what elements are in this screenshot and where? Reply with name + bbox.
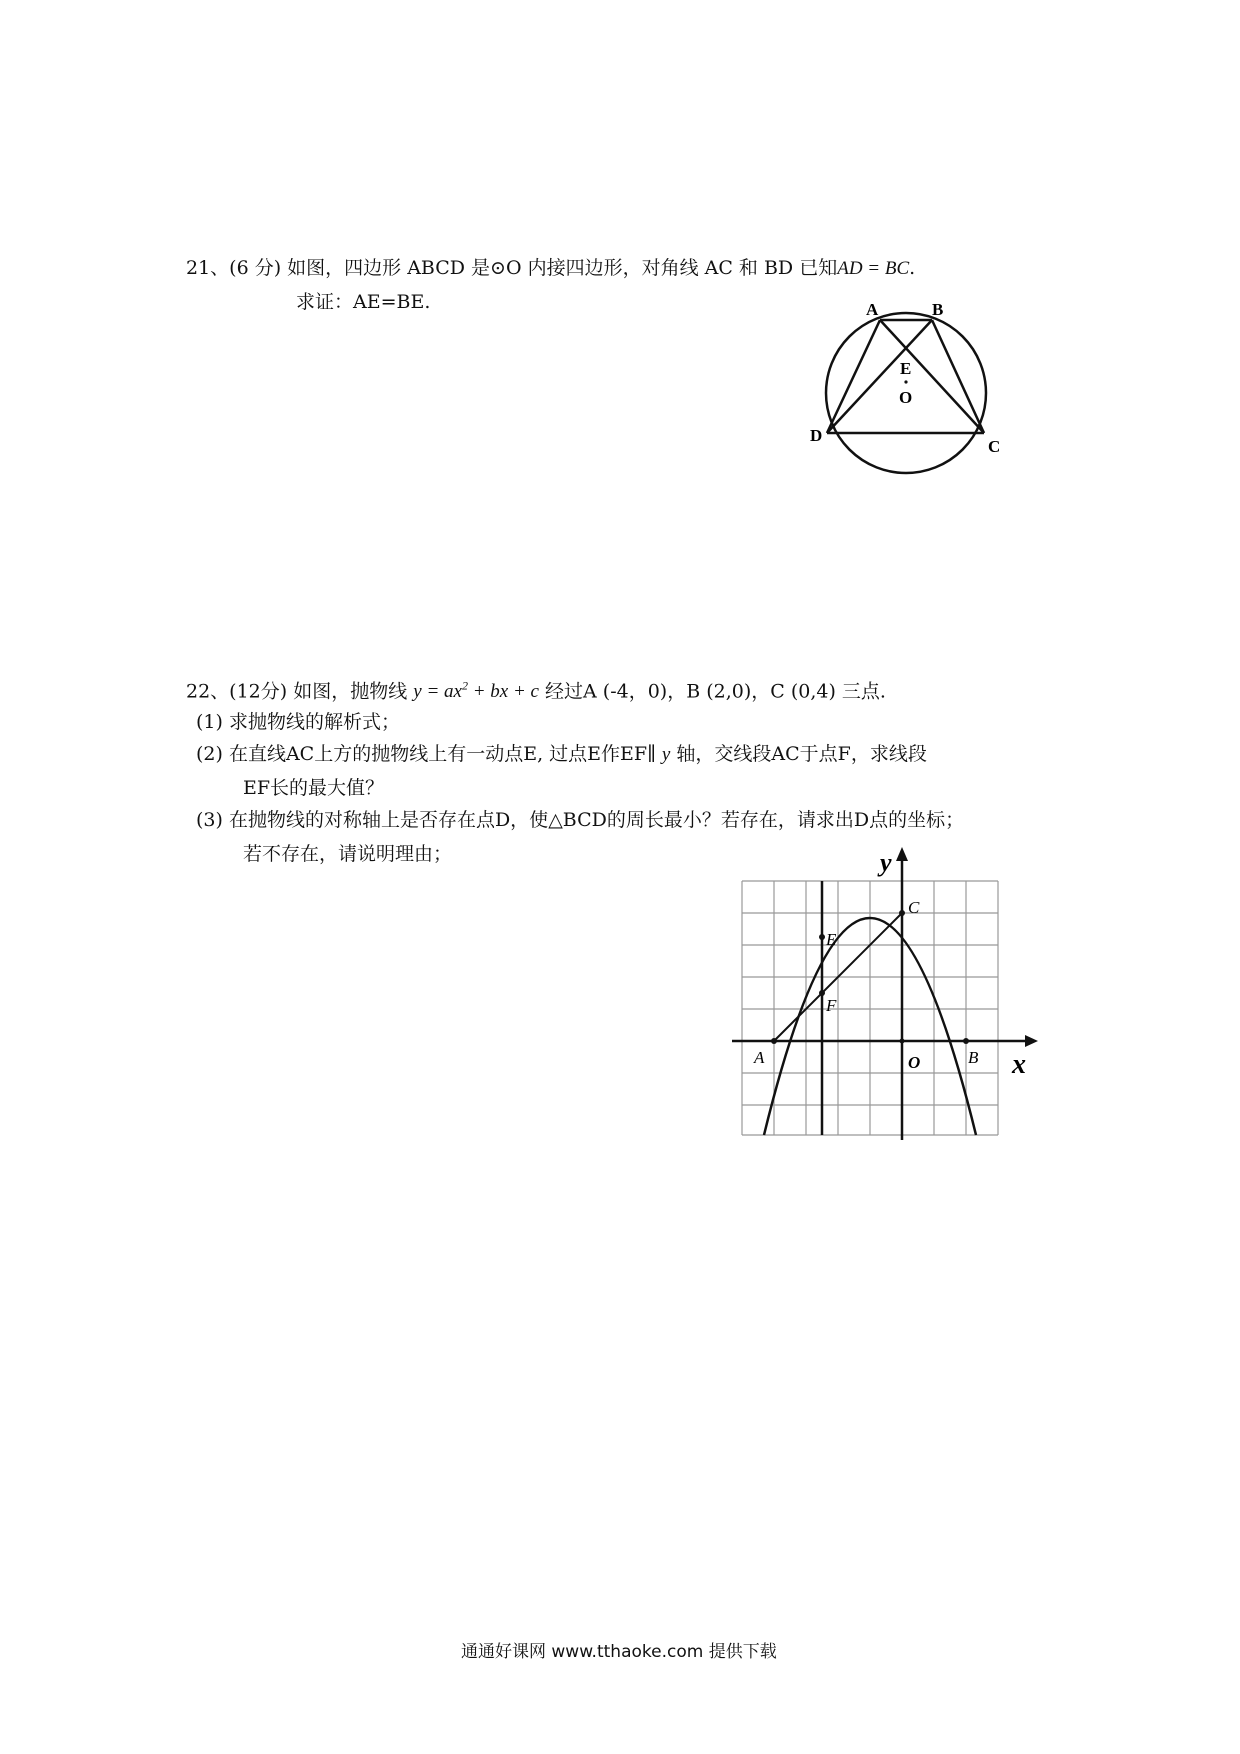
label-c: C	[988, 437, 1000, 456]
point-f	[819, 990, 825, 996]
label-b: B	[932, 300, 944, 319]
q22-part2-text: (2) 在直线AC上方的抛物线上有一动点E, 过点E作EF∥	[196, 743, 656, 765]
center-dot	[904, 380, 907, 383]
q21-line1	[186, 256, 915, 281]
label-o: O	[899, 388, 913, 407]
q22-intro	[186, 674, 886, 704]
point-b	[963, 1038, 969, 1044]
label-o: O	[908, 1053, 921, 1072]
segment-ad	[827, 320, 880, 433]
label-e: E	[826, 930, 837, 949]
point-a	[771, 1038, 777, 1044]
eq-y: y = ax	[413, 681, 462, 703]
label-f: F	[826, 996, 837, 1015]
q22-parabola-figure	[720, 845, 1050, 1145]
eq-sup: 2	[461, 679, 468, 693]
q21-circle-figure	[800, 290, 1000, 490]
q22-intro-text: 22、(12分) 如图，抛物线	[186, 680, 408, 703]
label-x: x	[1012, 1049, 1026, 1080]
q21-statement: 21、(6 分) 如图，四边形 ABCD 是⊙O 内接四边形，对角线 AC 和 BD 已知	[186, 257, 838, 279]
y-axis-arrow	[896, 847, 908, 861]
q21-arc-equation: AD = BC	[837, 258, 910, 279]
label-c: C	[908, 898, 920, 917]
q21-period: .	[909, 257, 916, 279]
label-d: D	[810, 426, 823, 445]
x-axis-arrow	[1025, 1035, 1038, 1047]
q21-prove: 求证：AE=BE.	[296, 291, 431, 313]
q22-part3: (3) 在抛物线的对称轴上是否存在点D，使△BCD的周长最小？若存在，请求出D点的坐标；	[196, 809, 965, 831]
point-c	[899, 910, 905, 916]
label-a: A	[866, 300, 879, 319]
q22-part2	[196, 742, 927, 767]
eq-rest: + bx + c	[467, 681, 539, 703]
q22-points: 经过A (-4，0)，B (2,0)，C (0,4) 三点.	[545, 680, 886, 703]
label-b: B	[968, 1048, 979, 1067]
diagonal-bd	[827, 320, 932, 433]
diagonal-ac	[880, 320, 984, 433]
q22-part3-cont: 若不存在，请说明理由；	[243, 843, 453, 865]
segment-bc	[932, 320, 984, 433]
q22-part2-cont: EF长的最大值？	[243, 777, 385, 799]
page-footer: 通通好课网 www.tthaoke.com 提供下载	[461, 1642, 777, 1662]
label-y: y	[880, 848, 892, 877]
q22-part2-rest: 轴，交线段AC于点F，求线段	[676, 743, 927, 765]
point-e	[819, 934, 825, 940]
label-a: A	[754, 1048, 765, 1067]
q22-part2-var: y	[661, 744, 671, 765]
q22-equation	[413, 681, 539, 702]
point-o	[900, 1039, 905, 1044]
q22-part1: (1) 求抛物线的解析式；	[196, 711, 400, 733]
label-e: E	[900, 359, 912, 378]
